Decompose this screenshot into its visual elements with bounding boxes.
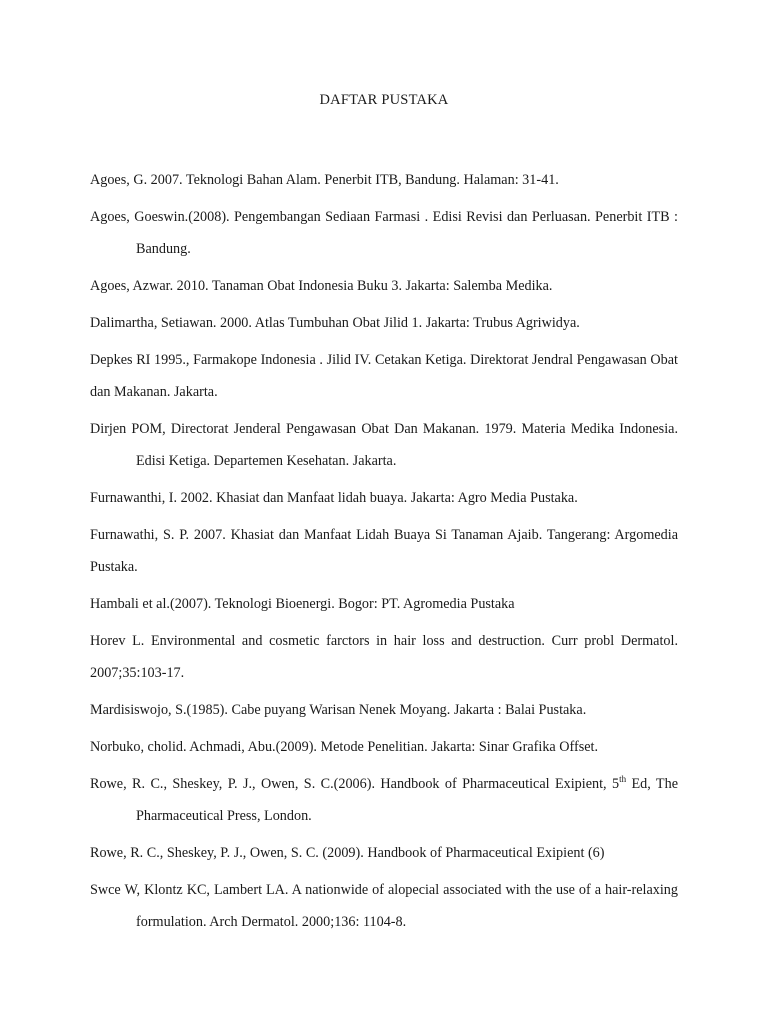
reference-item: Furnawathi, S. P. 2007. Khasiat dan Manfaat Lidah Buaya Si Tanaman Ajaib. Tangerang: Argomedia Pustaka. [90,527,678,575]
reference-text: Ed, The Pharmaceutical Press, London. [136,776,678,824]
reference-item: Agoes, Azwar. 2010. Tanaman Obat Indonesia Buku 3. Jakarta: Salemba Medika. [90,278,553,294]
reference-item: Norbuko, cholid. Achmadi, Abu.(2009). Metode Penelitian. Jakarta: Sinar Grafika Offset. [90,739,599,755]
reference-item: Rowe, R. C., Sheskey, P. J., Owen, S. C. (2009). Handbook of Pharmaceutical Exipient (6) [90,845,605,861]
reference-text: Rowe, R. C., Sheskey, P. J., Owen, S. C.(2006). Handbook of Pharmaceutical Exipient, 5 [90,776,620,792]
reference-item: Agoes, Goeswin.(2008). Pengembangan Sediaan Farmasi . Edisi Revisi dan Perluasan. Penerbit ITB : Bandung. [90,209,678,257]
reference-item: Agoes, G. 2007. Teknologi Bahan Alam. Penerbit ITB, Bandung. Halaman: 31-41. [90,172,559,188]
reference-item: Depkes RI 1995., Farmakope Indonesia . Jilid IV. Cetakan Ketiga. Direktorat Jendral Pengawasan Obat dan Makanan. Jakarta. [90,352,678,400]
reference-item: Horev L. Environmental and cosmetic farctors in hair loss and destruction. Curr probl Dermatol. 2007;35:103-17. [90,633,678,681]
reference-list [90,164,678,938]
reference-item: Swce W, Klontz KC, Lambert LA. A nationwide of alopecial associated with the use of a hair-relaxing formulation. Arch Dermatol. 2000;136: 1104-8. [90,882,678,930]
reference-item [90,768,678,832]
page-title: DAFTAR PUSTAKA [319,92,449,108]
reference-item: Mardisiswojo, S.(1985). Cabe puyang Warisan Nenek Moyang. Jakarta : Balai Pustaka. [90,702,587,718]
reference-item: Hambali et al.(2007). Teknologi Bioenergi. Bogor: PT. Agromedia Pustaka [90,596,515,612]
reference-item: Dirjen POM, Directorat Jenderal Pengawasan Obat Dan Makanan. 1979. Materia Medika Indonesia. Edisi Ketiga. Departemen Kesehatan. Jakarta. [90,421,678,469]
reference-item: Dalimartha, Setiawan. 2000. Atlas Tumbuhan Obat Jilid 1. Jakarta: Trubus Agriwidya. [90,315,580,331]
reference-item: Furnawanthi, I. 2002. Khasiat dan Manfaat lidah buaya. Jakarta: Agro Media Pustaka. [90,490,578,506]
superscript: th [619,774,627,784]
